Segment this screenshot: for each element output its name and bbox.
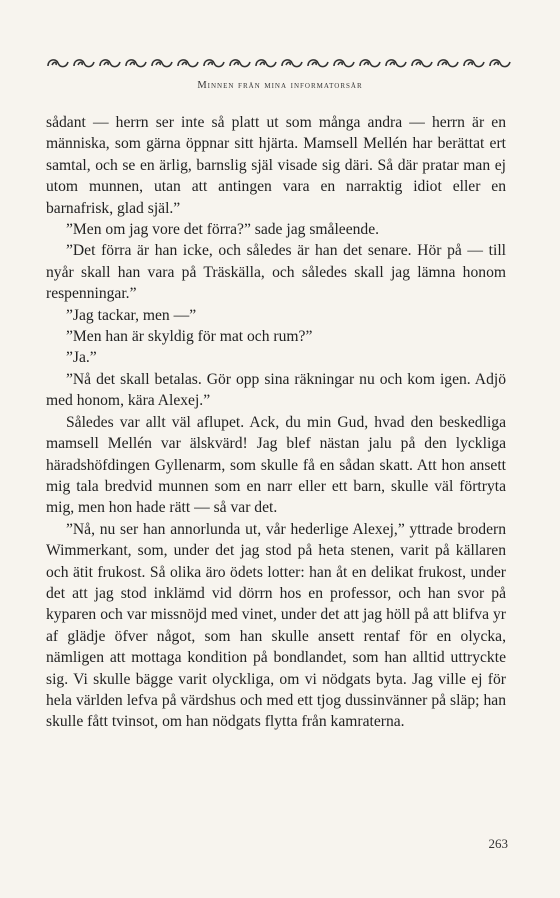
- ornament-scroll: [126, 60, 146, 67]
- paragraph: Således var allt väl aflupet. Ack, du min Gud, hvad den beskedliga mamsell Mellén var älskvärd! Jag blef nästan jalu på den lyckliga häradshöfdingen Gyllenarm, som skulle få en sådan skatt. Att hon ansett mig tala bredvid munnen som en narr eller ett barn, skulle väl förtryta mig, men hon hade rätt — så var det.: [46, 413, 506, 517]
- ornament-scroll: [464, 60, 484, 67]
- body-text: [46, 112, 506, 733]
- ornament-scroll: [386, 60, 406, 67]
- ornament-scroll: [412, 60, 432, 67]
- paragraph: ”Jag tackar, men —”: [66, 306, 197, 324]
- ornament-scroll: [490, 60, 510, 67]
- ornament-scroll: [360, 60, 380, 67]
- decorative-header-ornament: [46, 56, 514, 70]
- ornament-scroll: [178, 60, 198, 67]
- paragraph: ”Det förra är han icke, och således är han det senare. Hör på — till nyår skall han vara på Träskälla, och således skall jag lämna honom respenningar.”: [46, 242, 506, 303]
- ornament-scroll: [334, 60, 354, 67]
- paragraph: ”Nå det skall betalas. Gör opp sina räkningar nu och kom igen. Adjö med honom, kära Alexej.”: [46, 370, 506, 410]
- ornament-scroll: [308, 60, 328, 67]
- ornament-scroll: [48, 60, 68, 67]
- ornament-scroll: [230, 60, 250, 67]
- ornament-scroll: [100, 60, 120, 67]
- ornament-scroll: [256, 60, 276, 67]
- paragraph: sådant — herrn ser inte så platt ut som många andra — herrn är en människa, som gärna öppnar sitt hjärta. Mamsell Mellén har berättat ert samtal, och se en ärlig, barnslig själ visade sig däri. Så där pratar man ej utom munnen, utan att antingen vara en narraktig idiot eller en barnafrisk, glad själ.”: [46, 114, 506, 217]
- ornament-scroll: [282, 60, 302, 67]
- ornament-scroll: [74, 60, 94, 67]
- running-head: Minnen från mina informatorsår: [197, 80, 363, 91]
- ornament-scroll: [152, 60, 172, 67]
- page-number: 263: [488, 836, 508, 851]
- ornament-scroll: [438, 60, 458, 67]
- paragraph: ”Men om jag vore det förra?” sade jag småleende.: [66, 221, 380, 239]
- paragraph: ”Nå, nu ser han annorlunda ut, vår hederlige Alexej,” yttrade brodern Wimmerkant, som, under det jag stod på heta stenen, varit på källaren och ätit frukost. Så olika äro ödets lotter: han åt en delikat frukost, under det att jag stod inklämd vid dörrn hos en professor, och han svor på kyparen och var missnöjd med vinet, under det att jag höll på att blifva yr af glädje öfver något, som han skulle ansett rentaf för en olycka, nämligen att mottaga kondition på bondlandet, som han alltid uttryckte sig. Vi skulle bägge varit olyckliga, om vi nödgats byta. Jag ville ej för hela världen lefva på värdshus och med ett tjog dussinvänner på släp; han skulle fått tvinsot, om han nödgats flytta från kamraterna.: [46, 520, 506, 731]
- ornament-scroll: [204, 60, 224, 67]
- paragraph: ”Ja.”: [66, 349, 97, 367]
- paragraph: ”Men han är skyldig för mat och rum?”: [66, 328, 313, 346]
